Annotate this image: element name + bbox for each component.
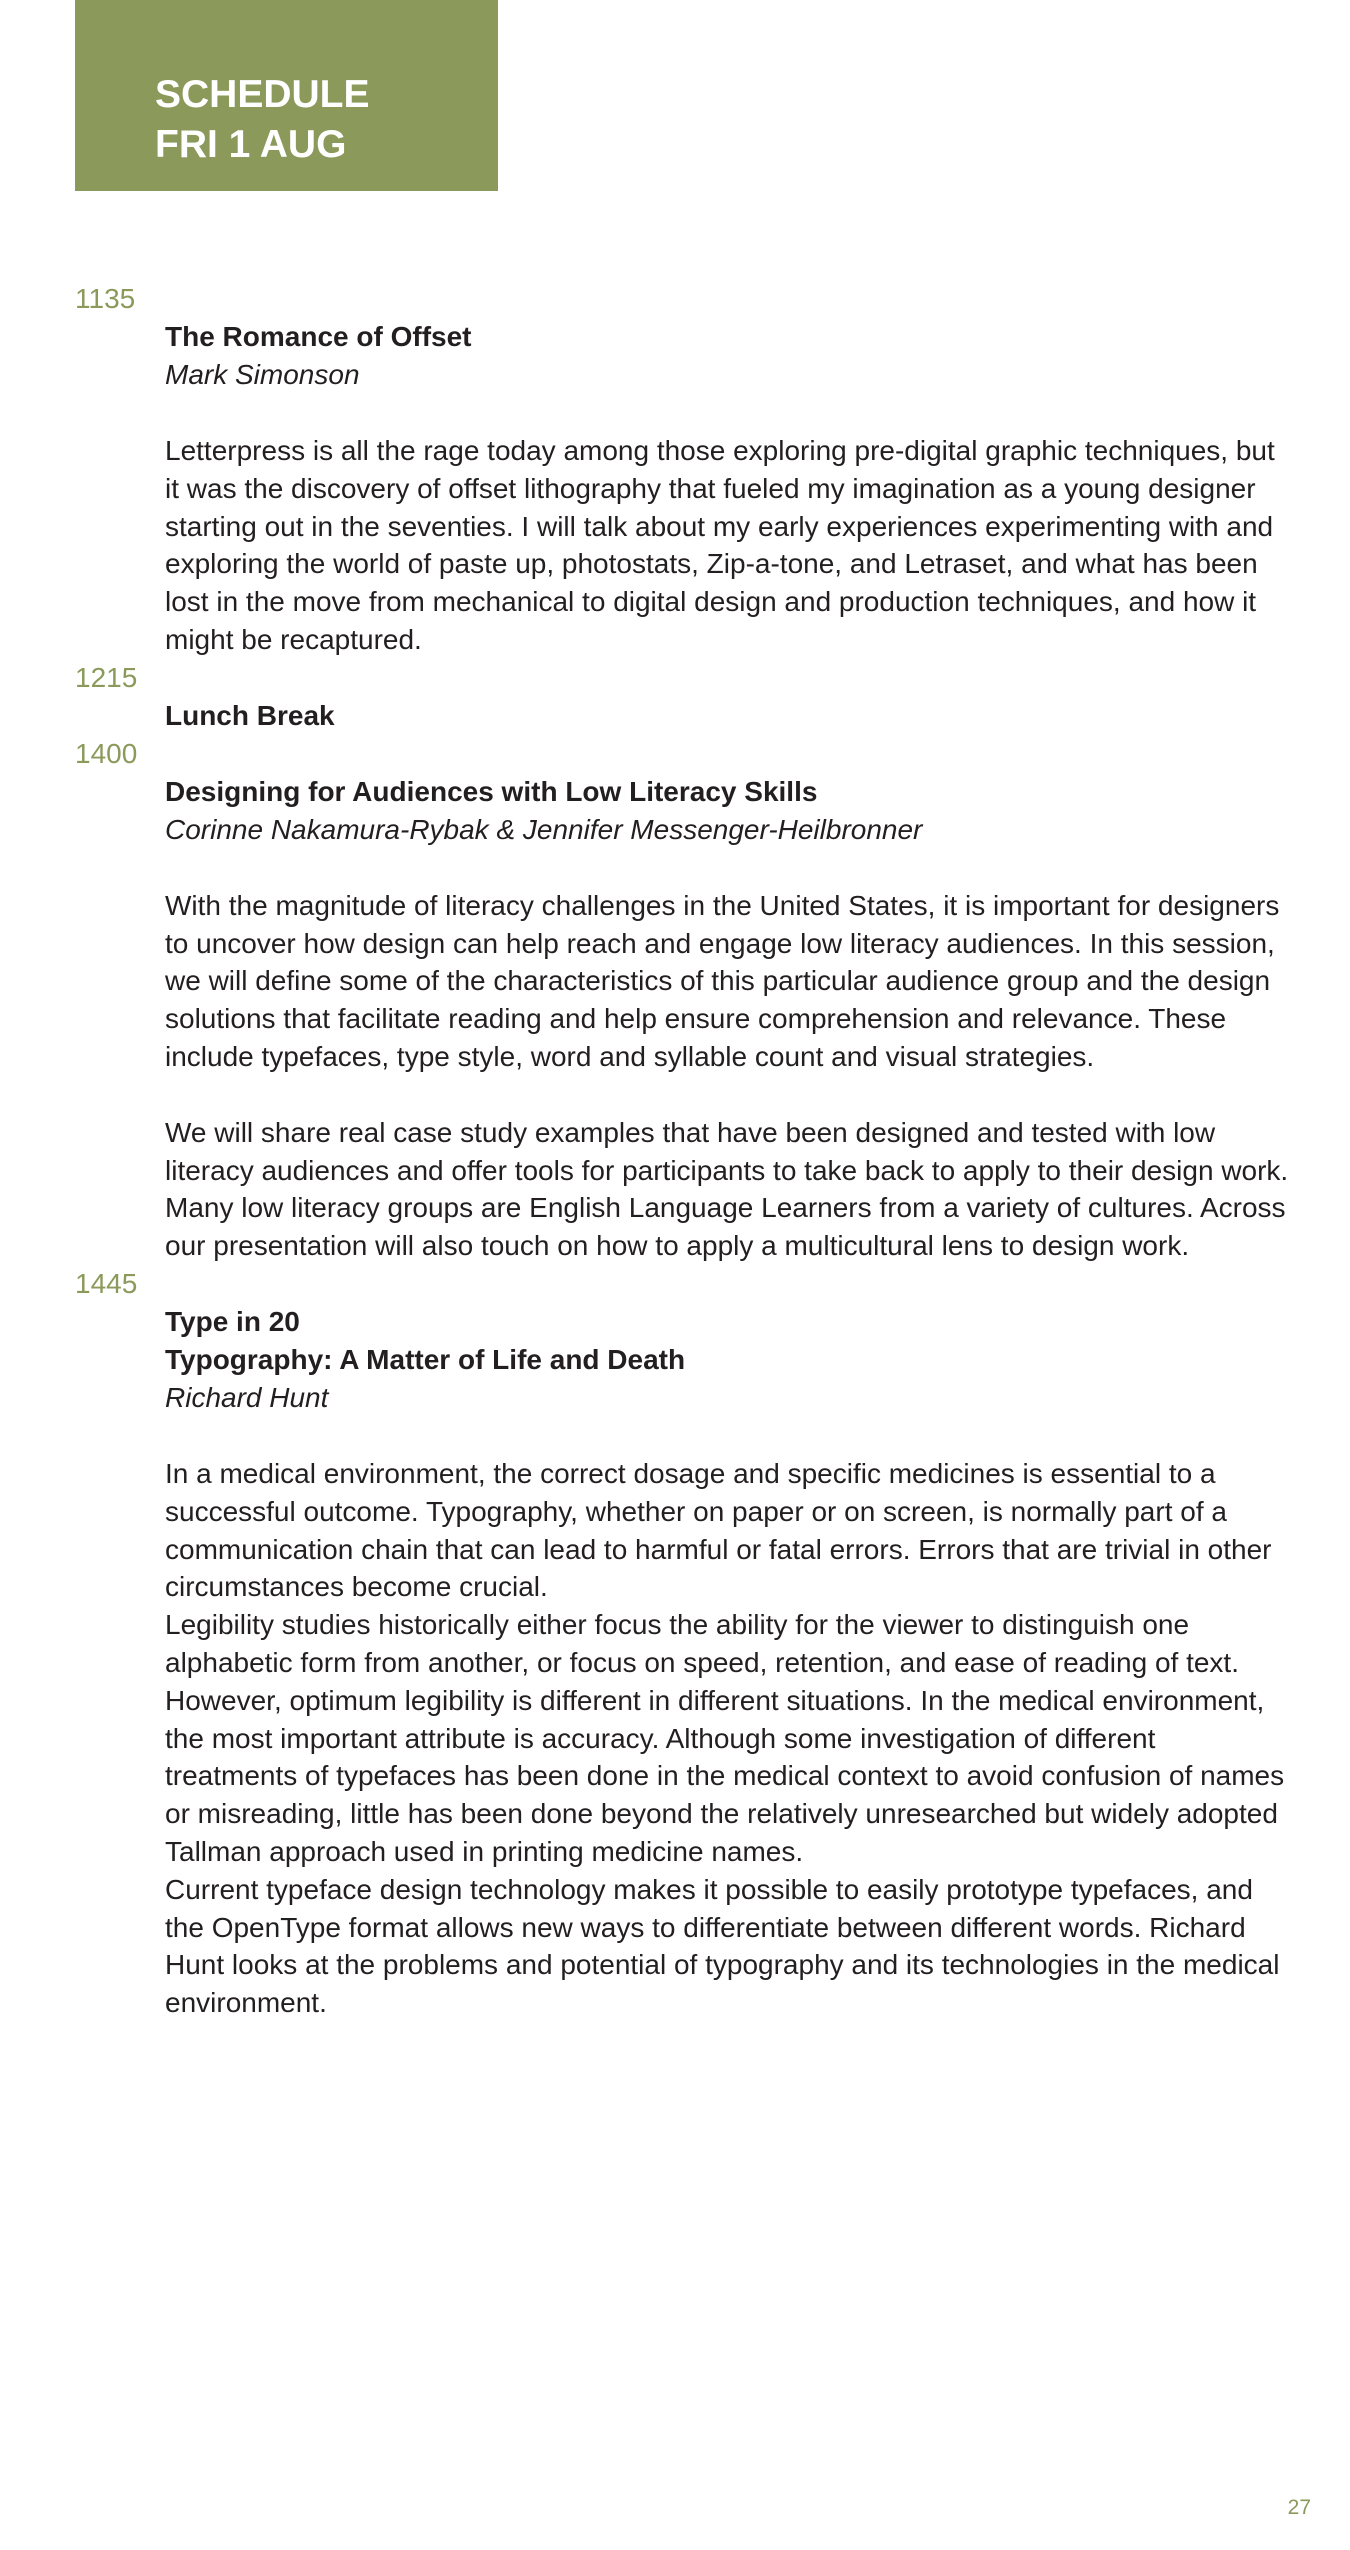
schedule-content xyxy=(75,280,1295,2022)
session-speaker: Corinne Nakamura-Rybak & Jennifer Messenger-Heilbronner xyxy=(165,813,923,845)
session-title: The Romance of Offset xyxy=(165,321,472,352)
session-title: Lunch Break xyxy=(165,699,335,731)
session-description: Letterpress is all the rage today among those exploring pre-digital graphic techniques, but it was the discovery of offset lithography that fueled my imagination as a young designer starting out in the seventies. I will talk about my early experiences experimenting with and exploring the world of paste up, photostats, Zip-a-tone, and Letraset, and what has been lost in the move from mechanical to digital design and production techniques, and how it might be recaptured. xyxy=(165,435,1275,655)
session-speaker: Richard Hunt xyxy=(165,1381,329,1413)
session-speaker: Mark Simonson xyxy=(165,359,360,390)
session-1215 xyxy=(75,659,1295,735)
session-description: We will share real case study examples that have been designed and tested with low literacy audiences and offer tools for participants to take back to apply to their design work. xyxy=(165,1116,1289,1186)
header-title: SCHEDULE xyxy=(155,73,370,116)
session-description: Legibility studies historically either focus the ability for the viewer to distinguish one alphabetic form from another, or focus on speed, retention, and ease of reading of text. xyxy=(165,1609,1239,1678)
session-series: Type in 20 xyxy=(165,1305,300,1337)
session-description: Many low literacy groups are English Language Learners from a variety of cultures. Across our presentation will also touch on how to apply a multicultural lens to design work. xyxy=(165,1192,1286,1262)
session-1135 xyxy=(75,280,1295,659)
session-time: 1400 xyxy=(75,737,138,769)
session-time: 1215 xyxy=(75,661,138,693)
session-description: In a medical environment, the correct dosage and specific medicines is essential to a successful outcome. Typography, whether on paper or on screen, is normally part of a communication chain that can lead to harmful or fatal errors. Errors that are trivial in other circumstances become crucial. xyxy=(165,1457,1272,1603)
session-title: Typography: A Matter of Life and Death xyxy=(165,1343,686,1375)
page-number: 27 xyxy=(1287,2496,1311,2519)
session-description: However, optimum legibility is different in different situations. In the medical environment, the most important attribute is accuracy. Although some investigation of different treatments of typefaces has been done in the medical context to avoid confusion of names or misreading, little has been done beyond the relatively unresearched but widely adopted Tallman approach used in printing medicine names. xyxy=(165,1684,1285,1867)
session-time: 1445 xyxy=(75,1267,138,1299)
session-1445 xyxy=(75,1265,1295,2022)
header-date: FRI 1 AUG xyxy=(155,123,347,166)
session-1400 xyxy=(75,735,1295,1265)
session-description: Current typeface design technology makes it possible to easily prototype typefaces, and the OpenType format allows new ways to differentiate between different words. Richard Hunt looks at the problems and potential of typography and its technologies in the medical environment. xyxy=(165,1873,1280,2019)
schedule-header xyxy=(75,0,498,191)
session-description: With the magnitude of literacy challenges in the United States, it is important for designers to uncover how design can help reach and engage low literacy audiences. In this session, we will define some of the characteristics of this particular audience group and the design solutions that facilitate reading and help ensure comprehension and relevance. These include typefaces, type style, word and syllable count and visual strategies. xyxy=(165,889,1280,1072)
session-title: Designing for Audiences with Low Literacy Skills xyxy=(165,775,818,807)
session-time: 1135 xyxy=(75,283,136,314)
